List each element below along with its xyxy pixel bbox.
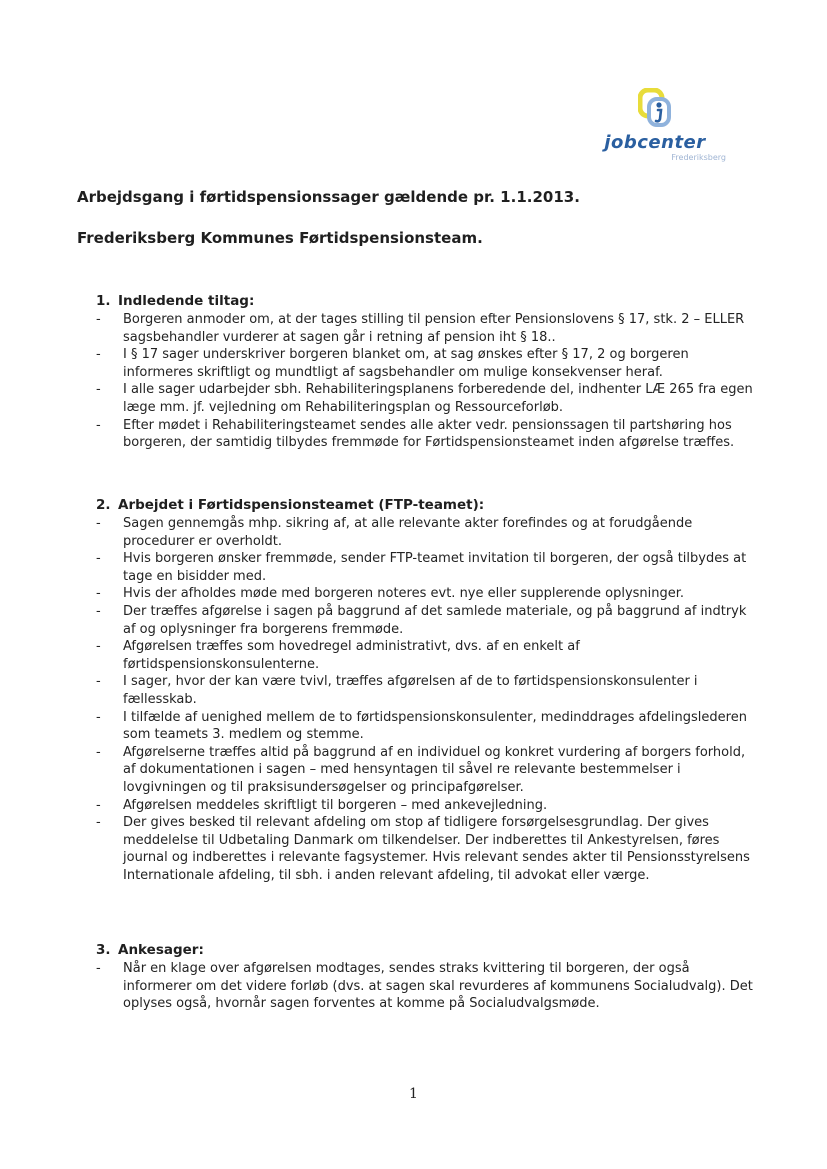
list-item: - Når en klage over afgørelsen modtages, sendes straks kvittering til borgeren, der også informerer om det videre forløb (dvs. at sagen skal revurderes af kommunens Socialudvalg). Det oplyses også, hvornår sagen forventes at komme på Socialudvalgsmøde. (96, 960, 756, 1013)
section-heading (96, 496, 756, 515)
bullet-list (96, 515, 756, 884)
list-item: - I alle sager udarbejder sbh. Rehabiliteringsplanens forberedende del, indhenter LÆ 265 fra egen læge mm. jf. vejledning om Rehabiliteringsplan og Ressourceforløb. (96, 381, 756, 416)
list-item: - I tilfælde af uenighed mellem de to førtidspensionskonsulenter, medinddrages afdelingslederen som teamets 3. medlem og stemme. (96, 709, 756, 744)
section-heading (96, 292, 756, 311)
section-arbejdet-i-ftp-teamet (96, 496, 756, 884)
section-number: 1. (96, 293, 111, 309)
section-ankesager (96, 941, 756, 1013)
list-item: - Afgørelserne træffes altid på baggrund af en individuel og konkret vurdering af borgers forhold, af dokumentationen i sagen – med hensyntagen til såvel re relevante bestemmelser i lovgivningen og til praksisundersøgelser og principafgørelser. (96, 744, 756, 797)
list-item: - I § 17 sager underskriver borgeren blanket om, at sag ønskes efter § 17, 2 og borgeren informeres skriftligt og mundtligt af sagsbehandler om mulige konsekvenser heraf. (96, 346, 756, 381)
jobcenter-logo (592, 88, 732, 168)
section-indledende-tiltag (96, 292, 756, 452)
section-number: 3. (96, 942, 111, 958)
section-number: 2. (96, 497, 111, 513)
list-item: - Hvis borgeren ønsker fremmøde, sender FTP-teamet invitation til borgeren, der også tilbydes at tage en bisidder med. (96, 550, 756, 585)
list-item: - Borgeren anmoder om, at der tages stilling til pension efter Pensionslovens § 17, stk. 2 – ELLER sagsbehandler vurderer at sagen går i retning af pension iht § 18.. (96, 311, 756, 346)
list-item: - Hvis der afholdes møde med borgeren noteres evt. nye eller supplerende oplysninger. (96, 585, 756, 603)
list-item: - Der gives besked til relevant afdeling om stop af tidligere forsørgelsesgrundlag. Der gives meddelelse til Udbetaling Danmark om tilkendelser. Der indberettes til Ankestyrelsen, føres journal og indberettes i relevante fagsystemer. Hvis relevant sendes akter til Pensionsstyrelsens Internationale afdeling, til sbh. i anden relevant afdeling, til advokat eller værge. (96, 814, 756, 884)
section-title: Indledende tiltag: (118, 293, 255, 309)
document-subtitle: Frederiksberg Kommunes Førtidspensionsteam. (77, 229, 483, 247)
list-item: - I sager, hvor der kan være tvivl, træffes afgørelsen af de to førtidspensionskonsulenter i fællesskab. (96, 673, 756, 708)
bullet-list (96, 960, 756, 1013)
document-title: Arbejdsgang i førtidspensionssager gældende pr. 1.1.2013. (77, 188, 580, 206)
list-item: - Efter mødet i Rehabiliteringsteamet sendes alle akter vedr. pensionssagen til partshøring hos borgeren, der samtidig tilbydes fremmøde for Førtidspensionsteamet inden afgørelse træffes. (96, 417, 756, 452)
list-item: - Afgørelsen træffes som hovedregel administrativt, dvs. af en enkelt af førtidspensionskonsulenterne. (96, 638, 756, 673)
logo-subtitle: Frederiksberg (671, 153, 726, 162)
list-item: - Der træffes afgørelse i sagen på baggrund af det samlede materiale, og på baggrund af indtryk af og oplysninger fra borgerens fremmøde. (96, 603, 756, 638)
logo-wordmark: jobcenter (604, 132, 706, 153)
section-heading (96, 941, 756, 960)
page-number: 1 (409, 1086, 418, 1102)
jobcenter-logo-icon (638, 88, 674, 128)
bullet-list (96, 311, 756, 452)
list-item: - Afgørelsen meddeles skriftligt til borgeren – med ankevejledning. (96, 797, 756, 815)
section-title: Ankesager: (118, 942, 204, 958)
list-item: - Sagen gennemgås mhp. sikring af, at alle relevante akter forefindes og at forudgående procedurer er overholdt. (96, 515, 756, 550)
section-title: Arbejdet i Førtidspensionsteamet (FTP-teamet): (118, 497, 485, 513)
